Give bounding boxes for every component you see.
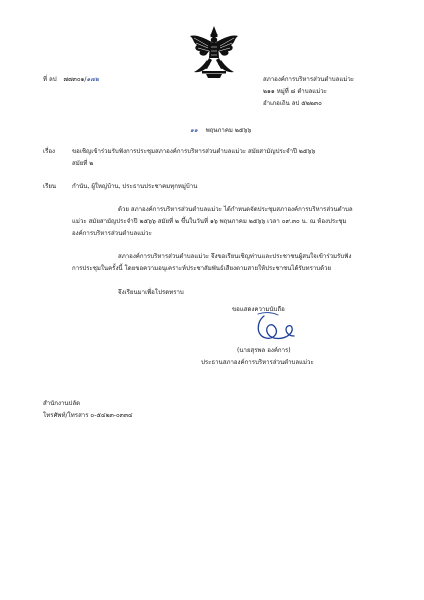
subject-label: เรื่อง — [43, 148, 55, 155]
subject-line: ขอเชิญเข้าร่วมรับฟังการประชุมสภาองค์การบริหารส่วนตำบลแม่วะ สมัยสามัญประจำปี ๒๕๖๖ — [72, 148, 316, 155]
reference-handwritten: ๑๗๒ — [86, 76, 99, 83]
subject-line: สมัยที่ ๒ — [72, 160, 94, 167]
sender-name: สภาองค์การบริหารส่วนตำบลแม่วะ — [263, 76, 355, 83]
office-phone: โทรศัพท์/โทรสาร ๐-๕๔๒๓-๐๓๓๔ — [43, 412, 133, 419]
recipient: กำนัน, ผู้ใหญ่บ้าน, ประธานประชาคมทุกหมู่บ้าน — [72, 183, 198, 190]
sender-address-line: อำเภอเถิน ลป ๕๒๒๓๐ — [263, 100, 322, 107]
letter-date — [190, 127, 251, 135]
reference-number — [43, 76, 99, 84]
recipient-label: เรียน — [43, 183, 57, 190]
sender-address-line: ๒๑๑ หมู่ที่ ๘ ตำบลแม่วะ — [263, 88, 327, 95]
closing-regards: ขอแสดงความนับถือ — [232, 306, 285, 313]
garuda-emblem-icon — [188, 24, 240, 80]
body-paragraph-line: การประชุมในครั้งนี้ โดยขอความอนุเคราะห์ประชาสัมพันธ์เสียงตามสายให้ประชาชนได้รับทราบด้วย — [72, 265, 332, 272]
date-day-handwritten: ๑๑ — [190, 127, 198, 134]
signer-name: (นายสุรพล องค์การ) — [237, 347, 291, 354]
office-name: สำนักงานปลัด — [43, 400, 81, 407]
date-month-year: พฤษภาคม ๒๕๖๖ — [205, 127, 252, 134]
body-paragraph-line: องค์การบริหารส่วนตำบลแม่วะ — [72, 230, 152, 237]
signer-position: ประธานสภาองค์การบริหารส่วนตำบลแม่วะ — [201, 359, 314, 366]
body-paragraph-line: ด้วย สภาองค์การบริหารส่วนตำบลแม่วะ ได้กำหนดจัดประชุมสภาองค์การบริหารส่วนตำบล — [118, 206, 353, 213]
body-paragraph-line: สภาองค์การบริหารส่วนตำบลแม่วะ จึงขอเรียนเชิญท่านและประชาชนผู้สนใจเข้าร่วมรับฟัง — [118, 253, 352, 260]
reference-code: ๗๗๓๐๑/ — [63, 76, 87, 83]
closing-request: จึงเรียนมาเพื่อโปรดทราบ — [118, 289, 184, 296]
handwritten-signature-icon — [250, 310, 308, 346]
reference-prefix: ที่ ลป — [43, 76, 57, 83]
body-paragraph-line: แม่วะ สมัยสามัญประจำปี ๒๕๖๖ สมัยที่ ๒ ขึ้นในวันที่ ๑๖ พฤษภาคม ๒๕๖๖ เวลา ๐๙.๓๐ น. ณ ห้องประชุม — [72, 218, 347, 225]
